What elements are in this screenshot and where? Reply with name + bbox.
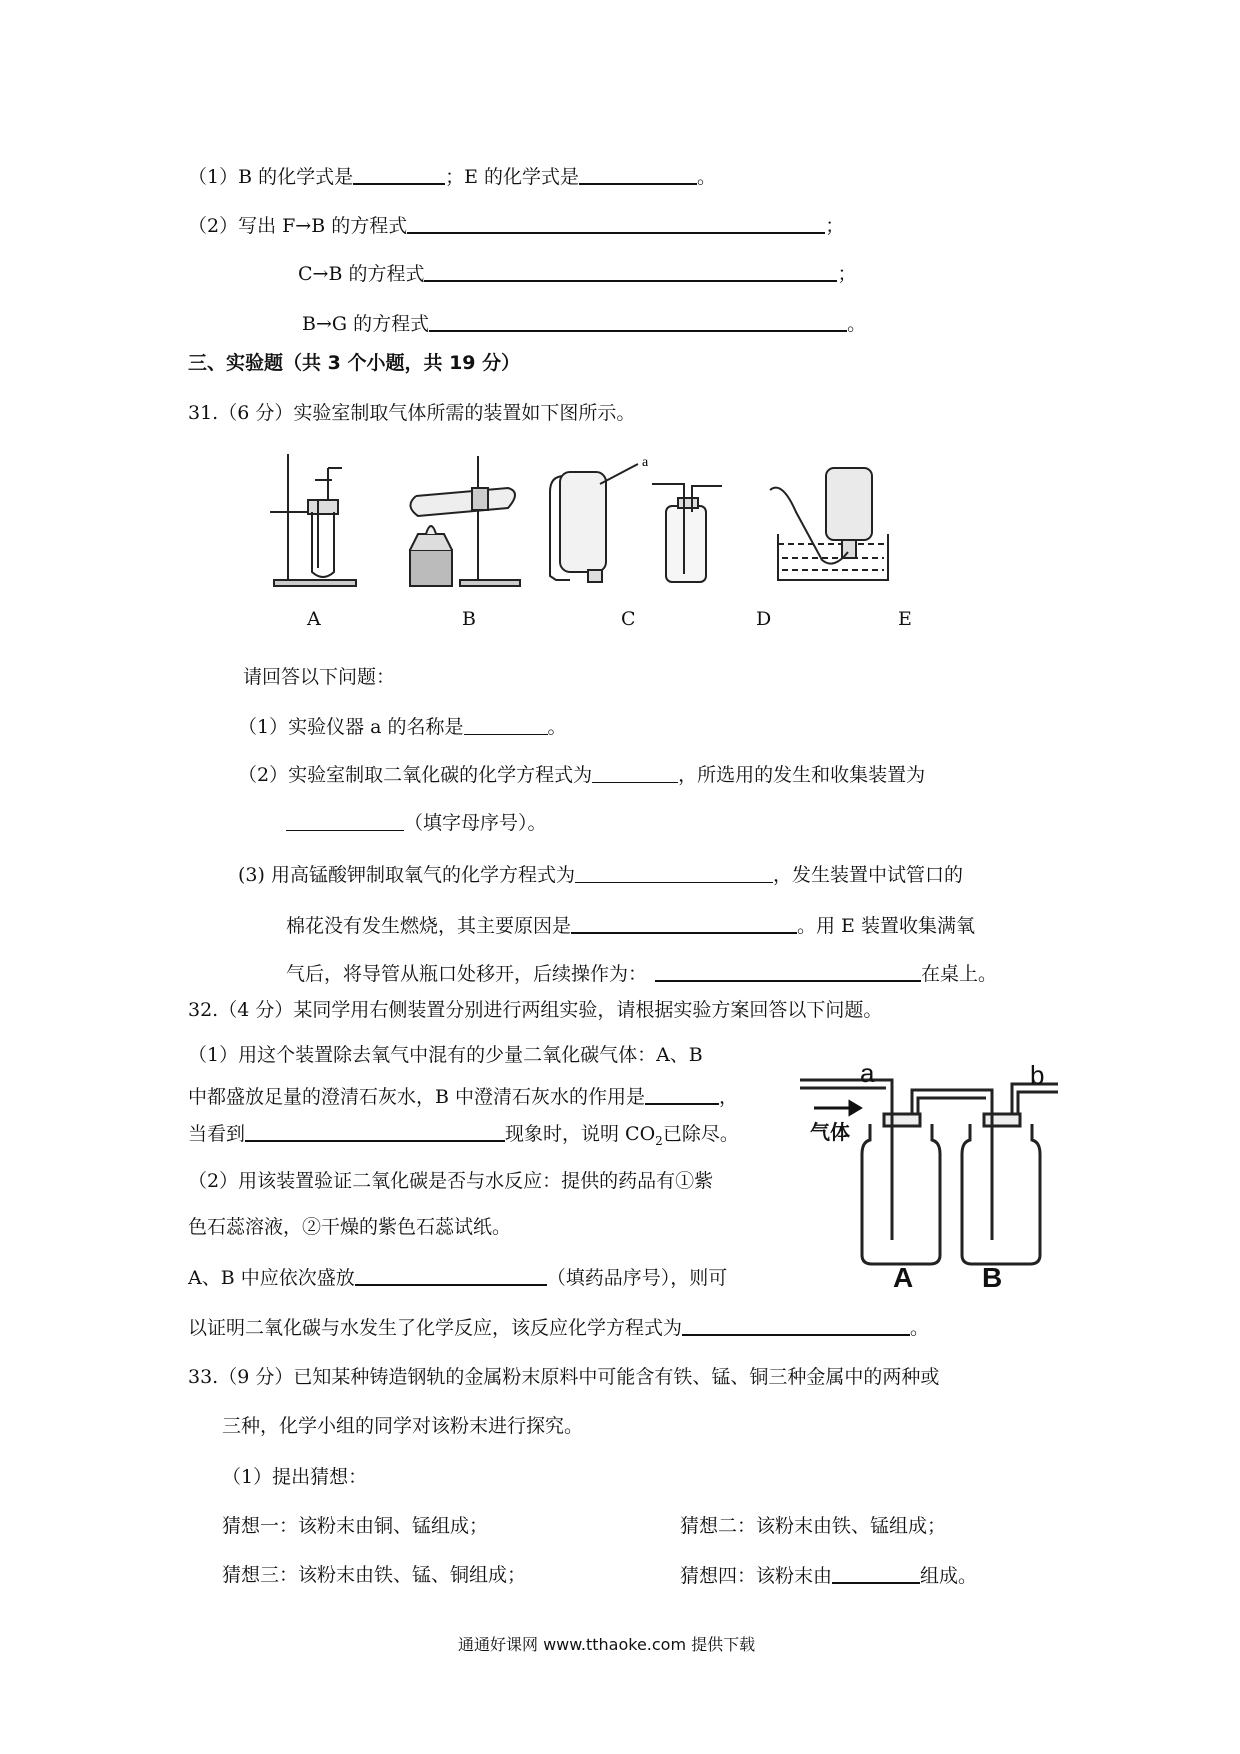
q30-line-4: B→G 的方程式 。 (302, 310, 866, 337)
q30-line-2: （2）写出 F→B 的方程式 ； (188, 212, 844, 239)
figure-label-a: a (860, 1058, 875, 1088)
answer-blank[interactable] (355, 1264, 547, 1286)
answer-blank[interactable] (592, 762, 678, 783)
q30-line-3: C→B 的方程式 ； (298, 260, 856, 287)
answer-blank[interactable] (245, 1120, 505, 1142)
q32-line-3: 当看到 现象时，说明 $CO_2$已除尽。 (188, 1120, 739, 1154)
q32-stem: 32.（4 分）某同学用右侧装置分别进行两组实验，请根据实验方案回答以下问题。 (188, 999, 883, 1021)
q32-line-7: 以证明二氧化碳与水发生了化学反应，该反应化学方程式为 。 (188, 1314, 929, 1341)
answer-blank[interactable] (655, 960, 921, 982)
two-bottle-figure (800, 1050, 1060, 1290)
guess-2: 猜想二：该粉末由铁、锰组成； (680, 1515, 947, 1537)
apparatus-c-drawing (550, 464, 638, 582)
label-a: a (642, 455, 649, 470)
answer-blank[interactable] (645, 1083, 719, 1105)
q32-line-2: 中都盛放足量的澄清石灰水，B 中澄清石灰水的作用是 ， (188, 1083, 738, 1110)
q31-intro: 请回答以下问题： (243, 666, 396, 688)
q32-line-1: （1）用这个装置除去氧气中混有的少量二氧化碳气体：A、B (188, 1044, 703, 1066)
answer-blank[interactable] (407, 212, 825, 234)
answer-blank[interactable] (682, 1314, 910, 1336)
q30-line-1: （1）B 的化学式是 ；E 的化学式是 。 (188, 163, 716, 190)
q31-sub-1: （1）实验仪器 a 的名称是 。 (238, 716, 567, 738)
q32-line-4: （2）用该装置验证二氧化碳是否与水反应：提供的药品有①紫 (188, 1170, 714, 1192)
apparatus-label: C (621, 608, 636, 630)
answer-blank[interactable] (571, 912, 797, 934)
q31-sub-2-cont: （填字母序号）。 (286, 810, 547, 836)
q31-sub-3-cont-2: 气后，将导管从瓶口处移开，后续操作为： 在桌上。 (286, 960, 997, 987)
apparatus-d-drawing (652, 484, 722, 582)
answer-blank[interactable] (832, 1562, 920, 1584)
guess-4: 猜想四：该粉末由 组成。 (680, 1562, 977, 1589)
figure-label-bottle-b: B (982, 1262, 1003, 1293)
footer-text: 通通好课网 www.tthaoke.com 提供下载 (458, 1635, 756, 1654)
apparatus-label: B (462, 608, 476, 630)
figure-label-gas: 气体 (810, 1120, 850, 1144)
q32-line-5: 色石蕊溶液，②干燥的紫色石蕊试纸。 (188, 1216, 512, 1238)
answer-blank[interactable] (575, 862, 773, 883)
q32-line-6: A、B 中应依次盛放 （填药品序号），则可 (188, 1264, 727, 1291)
answer-blank[interactable] (579, 163, 697, 185)
apparatus-label: D (756, 608, 772, 630)
section-title: 三、实验题（共 3 个小题，共 19 分） (188, 352, 521, 374)
answer-blank[interactable] (464, 714, 548, 735)
figure-label-b: b (1030, 1060, 1045, 1090)
answer-blank[interactable] (429, 310, 847, 332)
apparatus-b-drawing (410, 456, 520, 586)
q33-stem-2: 三种，化学小组的同学对该粉末进行探究。 (222, 1415, 584, 1437)
apparatus-e-drawing (770, 468, 888, 580)
answer-blank[interactable] (286, 810, 404, 831)
q31-sub-3-cont-1: 棉花没有发生燃烧，其主要原因是 。用 E 装置收集满氧 (286, 912, 975, 939)
apparatus-a-drawing (270, 454, 356, 586)
answer-blank[interactable] (353, 163, 445, 185)
apparatus-figure (260, 440, 980, 600)
answer-blank[interactable] (424, 260, 837, 282)
q33-sub-1: （1）提出猜想： (222, 1466, 368, 1488)
guess-1: 猜想一：该粉末由铜、锰组成； (222, 1515, 489, 1537)
apparatus-label: E (898, 608, 912, 630)
q31-sub-2: （2）实验室制取二氧化碳的化学方程式为 ，所选用的发生和收集装置为 (238, 764, 926, 786)
apparatus-label: A (307, 608, 321, 630)
q31-sub-3: (3) 用高锰酸钾制取氧气的化学方程式为 ，发生装置中试管口的 (238, 864, 963, 886)
figure-label-bottle-a: A (893, 1262, 914, 1293)
guess-3: 猜想三：该粉末由铁、锰、铜组成； (222, 1564, 527, 1586)
q33-stem-1: 33.（9 分）已知某种铸造钢轨的金属粉末原料中可能含有铁、锰、铜三种金属中的两种或 (188, 1366, 940, 1388)
q31-stem: 31.（6 分）实验室制取气体所需的装置如下图所示。 (188, 402, 636, 424)
